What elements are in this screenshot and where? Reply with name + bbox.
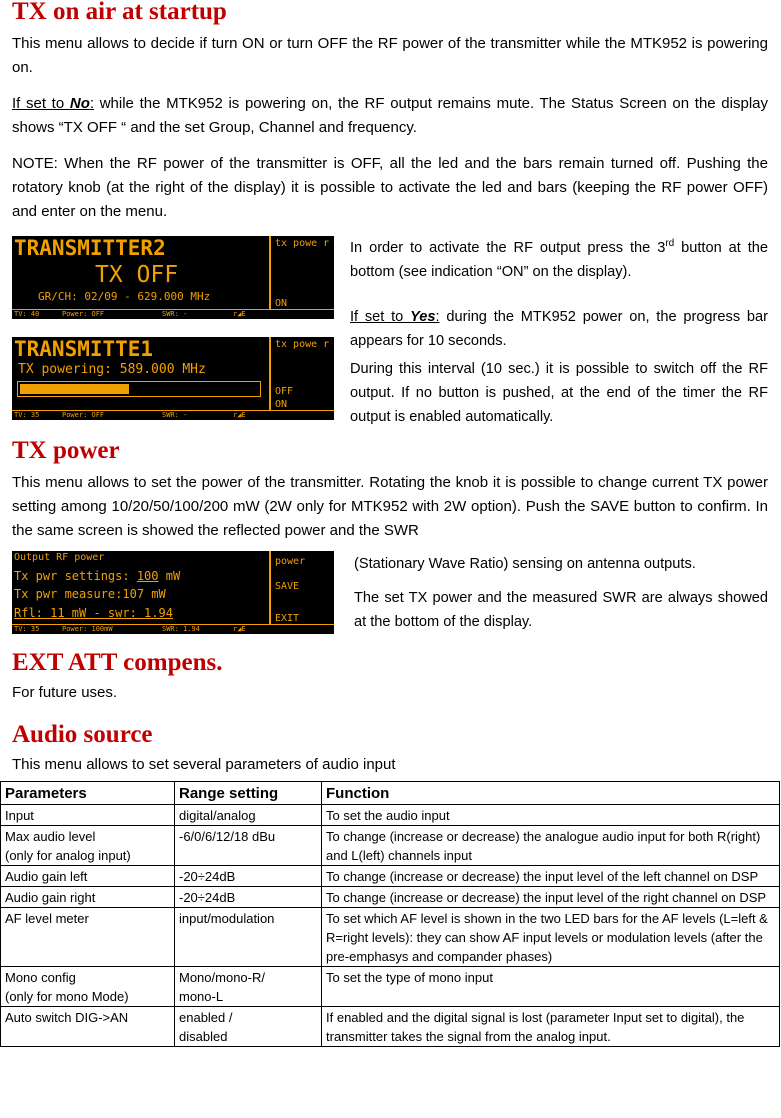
lcd-tx-off-label: TX OFF	[95, 262, 179, 288]
table-row	[1, 805, 780, 826]
status-tv: TV: 40	[14, 310, 40, 318]
status-tv: TV: 35	[14, 625, 40, 633]
lcd-off-button-label: OFF	[275, 386, 294, 397]
header-parameters: Parameters	[1, 782, 175, 805]
param-cell: Mono config (only for mono Mode)	[1, 967, 175, 1007]
function-cell: To change (increase or decrease) the analogue audio input for both R(right) and L(left) channels input	[322, 826, 780, 866]
tx-on-air-note: NOTE: When the RF power of the transmitter is OFF, all the led and the bars remain turned off. Pushing the rotatory knob (at the right of the display) it is possible to activate the led and bars (keeping the RF power OFF) and enter on the menu.	[12, 155, 768, 220]
lcd-on-button-label: ON	[275, 399, 288, 410]
lcd-tx-pwr-settings: Tx pwr settings: 100 mW	[14, 569, 181, 583]
lcd-transmitter-name: TRANSMITTE1	[14, 337, 154, 361]
tx-on-air-no-paragraph: If set to No: while the MTK952 is powering on, the RF output remains mute. The Status Screen on the display shows “TX OFF “ and the set Group, Channel and frequency.	[12, 95, 768, 136]
interval-paragraph: During this interval (10 sec.) it is possible to switch off the RF output. If no button is pushed, at the end of the timer the RF output is enabled automatically.	[350, 361, 768, 425]
lcd-status-bar	[12, 624, 334, 634]
header-range-setting: Range setting	[175, 782, 322, 805]
function-cell: To change (increase or decrease) the input level of the left channel on DSP	[322, 866, 780, 887]
function-cell: If enabled and the digital signal is lost (parameter Input set to digital), the transmitter takes the signal from the analog input.	[322, 1007, 780, 1047]
status-swr: SWR: 1.94	[162, 625, 200, 633]
function-cell: To change (increase or decrease) the input level of the right channel on DSP	[322, 887, 780, 908]
ext-att-text: For future uses.	[12, 684, 118, 701]
lcd-progress-fill	[20, 384, 129, 394]
activate-rf-paragraph: In order to activate the RF output press the 3rd button at the bottom (see indication “ON” on the display).	[350, 238, 769, 280]
lcd-tx-pwr-value: 100	[136, 569, 159, 583]
antenna-icon: r◢E	[233, 411, 246, 419]
section-title-tx-power: TX power	[12, 437, 120, 464]
function-cell: To set the type of mono input	[322, 967, 780, 1007]
param-cell: Input	[1, 805, 175, 826]
tx-on-air-yes-paragraph: If set to Yes: during the MTK952 power on, the progress bar appears for 10 seconds.	[350, 309, 768, 349]
lcd-reflected-swr: Rfl: 11 mW - swr: 1.94	[14, 606, 173, 620]
status-power: Power: OFF	[62, 310, 105, 318]
range-cell: Mono/mono-R/ mono-L	[175, 967, 322, 1007]
lcd-screen-output-rf-power	[12, 551, 334, 634]
lcd-progress-bar	[17, 381, 261, 397]
param-cell: Audio gain right	[1, 887, 175, 908]
status-swr: SWR: -	[162, 411, 188, 419]
status-swr: SWR: -	[162, 310, 188, 318]
tx-on-air-intro: This menu allows to decide if turn ON or turn OFF the RF power of the transmitter while the MTK952 is powering on.	[12, 35, 768, 76]
function-cell: To set which AF level is shown in the two LED bars for the AF levels (L=left & R=right levels): they can show AF input levels or modulation levels (after the pre-emphasys and compander phases)	[322, 908, 780, 967]
table-header-row	[1, 782, 780, 805]
table-row	[1, 826, 780, 866]
lcd-right-header: tx powe r	[275, 238, 330, 249]
yes-label: If set to Yes:	[350, 309, 440, 325]
table-row	[1, 866, 780, 887]
no-label: If set to No:	[12, 95, 95, 112]
lcd-save-button-label: SAVE	[275, 581, 300, 592]
table-row	[1, 887, 780, 908]
lcd-status-bar	[12, 410, 334, 420]
range-cell: -6/0/6/12/18 dBu	[175, 826, 322, 866]
tx-power-bottom-display: The set TX power and the measured SWR are always showed at the bottom of the display.	[354, 590, 768, 630]
param-cell: Auto switch DIG->AN	[1, 1007, 175, 1047]
status-power: Power: 100mW	[62, 625, 113, 633]
lcd-transmitter-name: TRANSMITTER2	[14, 236, 166, 260]
audio-parameters-table	[0, 781, 780, 1047]
range-cell: -20÷24dB	[175, 887, 322, 908]
range-cell: digital/analog	[175, 805, 322, 826]
section-title-tx-on-air: TX on air at startup	[12, 0, 227, 25]
section-title-ext-att: EXT ATT compens.	[12, 649, 223, 676]
tx-power-paragraph: This menu allows to set the power of the transmitter. Rotating the knob it is possible to change current TX power setting among 10/20/50/100/200 mW (2W only for MTK952 with 2W option). Push the SAVE button to confirm. In the same screen is showed the reflected power and the SWR	[12, 474, 768, 539]
header-function: Function	[322, 782, 780, 805]
range-cell: -20÷24dB	[175, 866, 322, 887]
param-cell: Audio gain left	[1, 866, 175, 887]
lcd-right-header: tx powe r	[275, 339, 330, 350]
antenna-icon: r◢E	[233, 625, 246, 633]
lcd-tx-powering-frequency: TX powering: 589.000 MHz	[18, 362, 206, 377]
section-title-audio-source: Audio source	[12, 721, 153, 748]
lcd-on-button-label: ON	[275, 298, 288, 309]
range-cell: enabled / disabled	[175, 1007, 322, 1047]
param-cell: AF level meter	[1, 908, 175, 967]
lcd-screen-tx-powering	[12, 337, 334, 420]
tx-power-swr-continuation: (Stationary Wave Ratio) sensing on antenna outputs.	[354, 556, 696, 572]
status-tv: TV: 35	[14, 411, 40, 419]
lcd-status-bar	[12, 309, 334, 319]
lcd-screen-tx-off	[12, 236, 334, 319]
table-row	[1, 908, 780, 967]
table-row	[1, 1007, 780, 1047]
function-cell: To set the audio input	[322, 805, 780, 826]
lcd-group-channel-frequency: GR/CH: 02/09 - 629.000 MHz	[38, 290, 211, 303]
lcd-tx-pwr-measure: Tx pwr measure:107 mW	[14, 587, 166, 601]
antenna-icon: r◢E	[233, 310, 246, 318]
lcd-output-rf-title: Output RF power	[14, 552, 105, 563]
lcd-right-header: power	[275, 556, 306, 567]
audio-source-text: This menu allows to set several parameters of audio input	[12, 756, 396, 773]
range-cell: input/modulation	[175, 908, 322, 967]
status-power: Power: OFF	[62, 411, 105, 419]
lcd-exit-button-label: EXIT	[275, 613, 300, 624]
table-row	[1, 967, 780, 1007]
param-cell: Max audio level (only for analog input)	[1, 826, 175, 866]
